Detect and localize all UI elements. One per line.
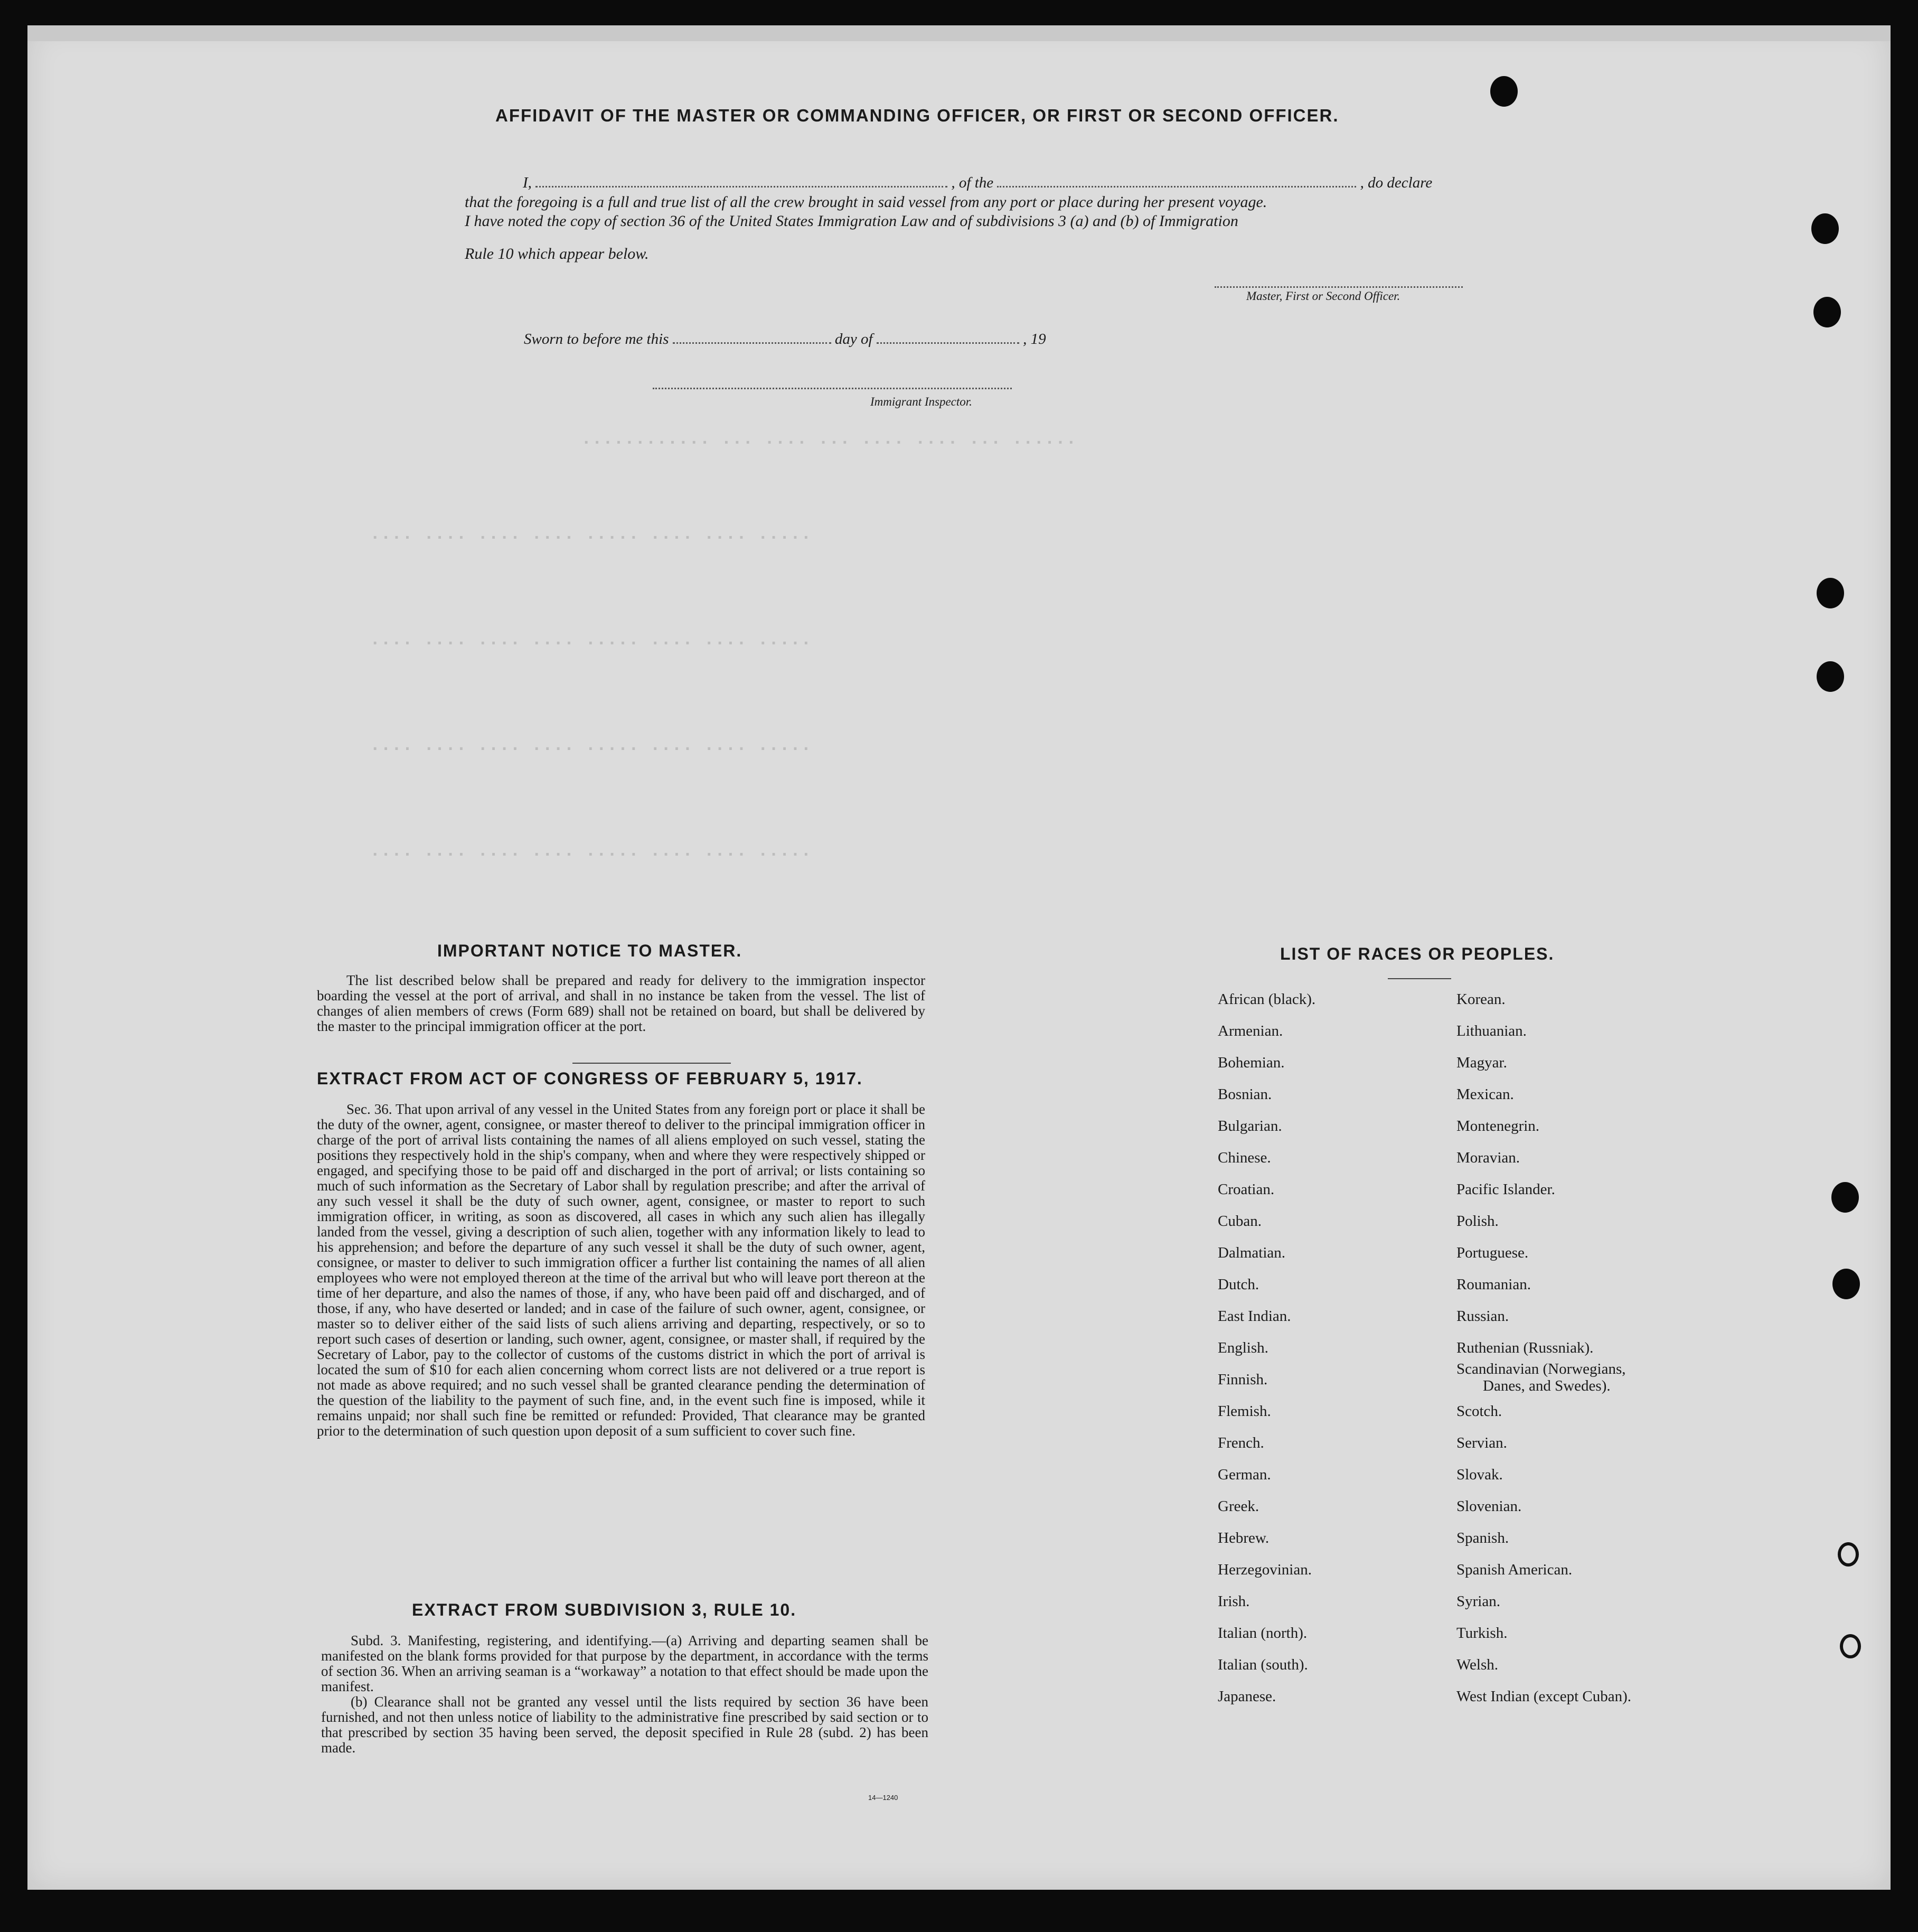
race-item: Italian (south). [1218,1656,1308,1673]
act-extract-paragraph: Sec. 36. That upon arrival of any vessel in the United States from any foreign port or place it shall be the duty of the owner, agent, consignee, or master thereof to deliver to the principal immigration officer in charge of the port of arrival lists containing the names of all aliens employed on such vessel, stating the positions they respectively hold in the ship's company, when and where they were respectively shipped or engaged, and specifying those to be paid off and discharged in the port of arrival; or lists containing so much of such information as the Secretary of Labor shall by regulation prescribe; and after the arrival of any such vessel it shall be the duty of such owner, agent, consignee, or master to report to such immigration officer, in writing, as soon as discovered, all cases in which any such alien has illegally landed from the vessel, giving a description of such alien, together with any information likely to lead to his apprehension; and before the departure of any such vessel it shall be the duty of such owner, agent, consignee, or master to deliver to such immigration officer a further list containing the names of all alien employees who were not employed thereon at the time of the arrival but who will leave port thereon at the time of her departure, and also the names of those, if any, who have been paid off and discharged, and of those, if any, who have deserted or landed; and in case of the failure of such owner, agent, consignee, or master so to deliver either of the said lists of such aliens arriving and departing, respectively, or so to report such cases of desertion or landing, such owner, agent, consignee, or master shall, if required by the Secretary of Labor, pay to the collector of customs of the customs district in which the port of arrival is located the sum of $10 for each alien concerning whom correct lists are not delivered or a true report is not made as above required; and no such vessel shall be granted clearance pending the determination of the question of the liability to the payment of such fine, and, in the event such fine is imposed, while it remains unpaid; nor shall such fine be remitted or refunded: Provided, That clearance may be granted prior to the determination of such question upon deposit of a sum sufficient to cover such fine. [317,1101,925,1439]
punch-hole [1813,297,1841,327]
race-item: Polish. [1456,1213,1499,1230]
race-item: Flemish. [1218,1403,1271,1420]
race-item: English. [1218,1339,1268,1356]
race-item: Slovak. [1456,1466,1503,1483]
punch-hole [1490,76,1518,107]
punch-hole [1817,578,1844,608]
signature-label: Master, First or Second Officer. [1246,289,1400,303]
notice-text [317,973,925,1034]
rule-extract-text [321,1633,928,1756]
month-blank[interactable] [877,337,1019,344]
race-item: Korean. [1456,991,1506,1008]
bleed-through: ···· ···· ···· ···· ····· ···· ···· ····· [370,845,812,865]
affidavit-text: Rule 10 which appear below. [465,245,649,262]
punch-hole [1811,213,1839,244]
affidavit-text: day of [834,331,873,348]
race-item: Bulgarian. [1218,1118,1282,1134]
race-item: French. [1218,1434,1264,1451]
race-item: Chinese. [1218,1149,1271,1166]
day-blank[interactable] [673,337,831,344]
race-item: Croatian. [1218,1181,1275,1198]
race-item: Dalmatian. [1218,1244,1286,1261]
affidavit-text: , of the [951,174,994,191]
race-item: Spanish. [1456,1530,1509,1546]
races-title: LIST OF RACES OR PEOPLES. [1280,944,1555,963]
race-item: Greek. [1218,1498,1259,1515]
affidavit-declaration-line [523,174,1432,192]
punch-hole [1832,1269,1860,1299]
race-item: Lithuanian. [1456,1023,1527,1039]
race-item: East Indian. [1218,1308,1291,1325]
race-item: Portuguese. [1456,1244,1529,1261]
race-item: Syrian. [1456,1593,1500,1610]
race-item: Scandinavian (Norwegians, [1456,1361,1626,1377]
act-extract-text [317,1102,925,1439]
race-item: Roumanian. [1456,1276,1531,1293]
vessel-blank[interactable] [997,181,1356,187]
race-item: Welsh. [1456,1656,1499,1673]
race-item: Slovenian. [1456,1498,1522,1515]
race-item: African (black). [1218,991,1316,1008]
race-item: Russian. [1456,1308,1509,1325]
affidavit-text: that the foregoing is a full and true list of all the crew brought in said vessel from any port or place during her present voyage. [465,193,1267,211]
race-item: Bohemian. [1218,1054,1285,1071]
form-number: 14—1240 [868,1794,898,1802]
race-item: Ruthenian (Russniak). [1456,1339,1594,1356]
race-item: Moravian. [1456,1149,1520,1166]
sheet-top-edge [27,25,1891,41]
notice-paragraph: The list described below shall be prepared and ready for delivery to the immigration inspector boarding the vessel at the port of arrival, and shall in no instance be taken from the vessel. The list of changes of alien members of crews (Form 689) shall not be retained on board, but shall be delivered by the master to the principal immigration officer at the port. [317,972,925,1034]
race-item: Montenegrin. [1456,1118,1540,1134]
race-item: Armenian. [1218,1023,1283,1039]
bleed-through: ···· ···· ···· ···· ····· ···· ···· ····· [370,739,812,759]
rule-extract-title: EXTRACT FROM SUBDIVISION 3, RULE 10. [412,1600,797,1619]
bleed-through: ···· ···· ···· ···· ····· ···· ···· ····· [370,634,812,654]
race-item: Dutch. [1218,1276,1259,1293]
race-item: Danes, and Swedes). [1483,1377,1611,1394]
race-item: Bosnian. [1218,1086,1272,1103]
rule-extract-paragraph-a: Subd. 3. Manifesting, registering, and identifying.—(a) Arriving and departing seamen shall be manifested on the blank forms provided for that purpose by the department, in accordance with the terms of section 36. When an arriving seaman is a “workaway” a notation to that effect should be made upon the manifest. [321,1633,928,1694]
affidavit-text: , do declare [1360,174,1433,191]
race-item: Italian (north). [1218,1625,1308,1642]
race-item: Scotch. [1456,1403,1502,1420]
punch-hole [1840,1634,1861,1658]
affidavit-title: AFFIDAVIT OF THE MASTER OR COMMANDING OFFICER, OR FIRST OR SECOND OFFICER. [495,106,1339,125]
divider [572,1063,731,1064]
race-item: Spanish American. [1456,1561,1573,1578]
bleed-through: ············ ··· ···· ··· ···· ···· ··· ······ [581,433,1077,453]
document-sheet [27,25,1891,1890]
race-item: Turkish. [1456,1625,1508,1642]
race-item: Japanese. [1218,1688,1276,1705]
race-item: Hebrew. [1218,1530,1270,1546]
race-item: Irish. [1218,1593,1250,1610]
affidavit-text: I have noted the copy of section 36 of the United States Immigration Law and of subdivisions 3 (a) and (b) of Immigration [465,212,1238,230]
notice-title: IMPORTANT NOTICE TO MASTER. [437,941,742,960]
rule-extract-paragraph-b: (b) Clearance shall not be granted any vessel until the lists required by section 36 have been furnished, and not then unless notice of liability to the administrative fine prescribed by said section or to that prescribed by section 35 having been served, the deposit specified in Rule 28 (subd. 2) has been made. [321,1694,928,1756]
sworn-line [524,331,1046,348]
race-item: Mexican. [1456,1086,1514,1103]
race-item: German. [1218,1466,1271,1483]
punch-hole [1831,1182,1859,1213]
punch-hole [1817,661,1844,692]
race-item: Cuban. [1218,1213,1262,1230]
race-item: Magyar. [1456,1054,1507,1071]
race-item: Herzegovinian. [1218,1561,1312,1578]
race-item: West Indian (except Cuban). [1456,1688,1632,1705]
name-blank[interactable] [535,181,947,187]
affidavit-text: I, [523,174,532,191]
act-extract-title: EXTRACT FROM ACT OF CONGRESS OF FEBRUARY 5, 1917. [317,1069,863,1088]
affidavit-text: Sworn to before me this [524,331,669,348]
affidavit-text: , 19 [1023,331,1046,348]
race-item: Finnish. [1218,1371,1268,1388]
race-item: Servian. [1456,1434,1507,1451]
punch-hole [1838,1542,1859,1567]
inspector-signature-blank[interactable] [653,376,1012,393]
divider [1388,978,1451,979]
inspector-label: Immigrant Inspector. [870,395,972,408]
race-item: Pacific Islander. [1456,1181,1555,1198]
bleed-through: ···· ···· ···· ···· ····· ···· ···· ····· [370,528,812,548]
